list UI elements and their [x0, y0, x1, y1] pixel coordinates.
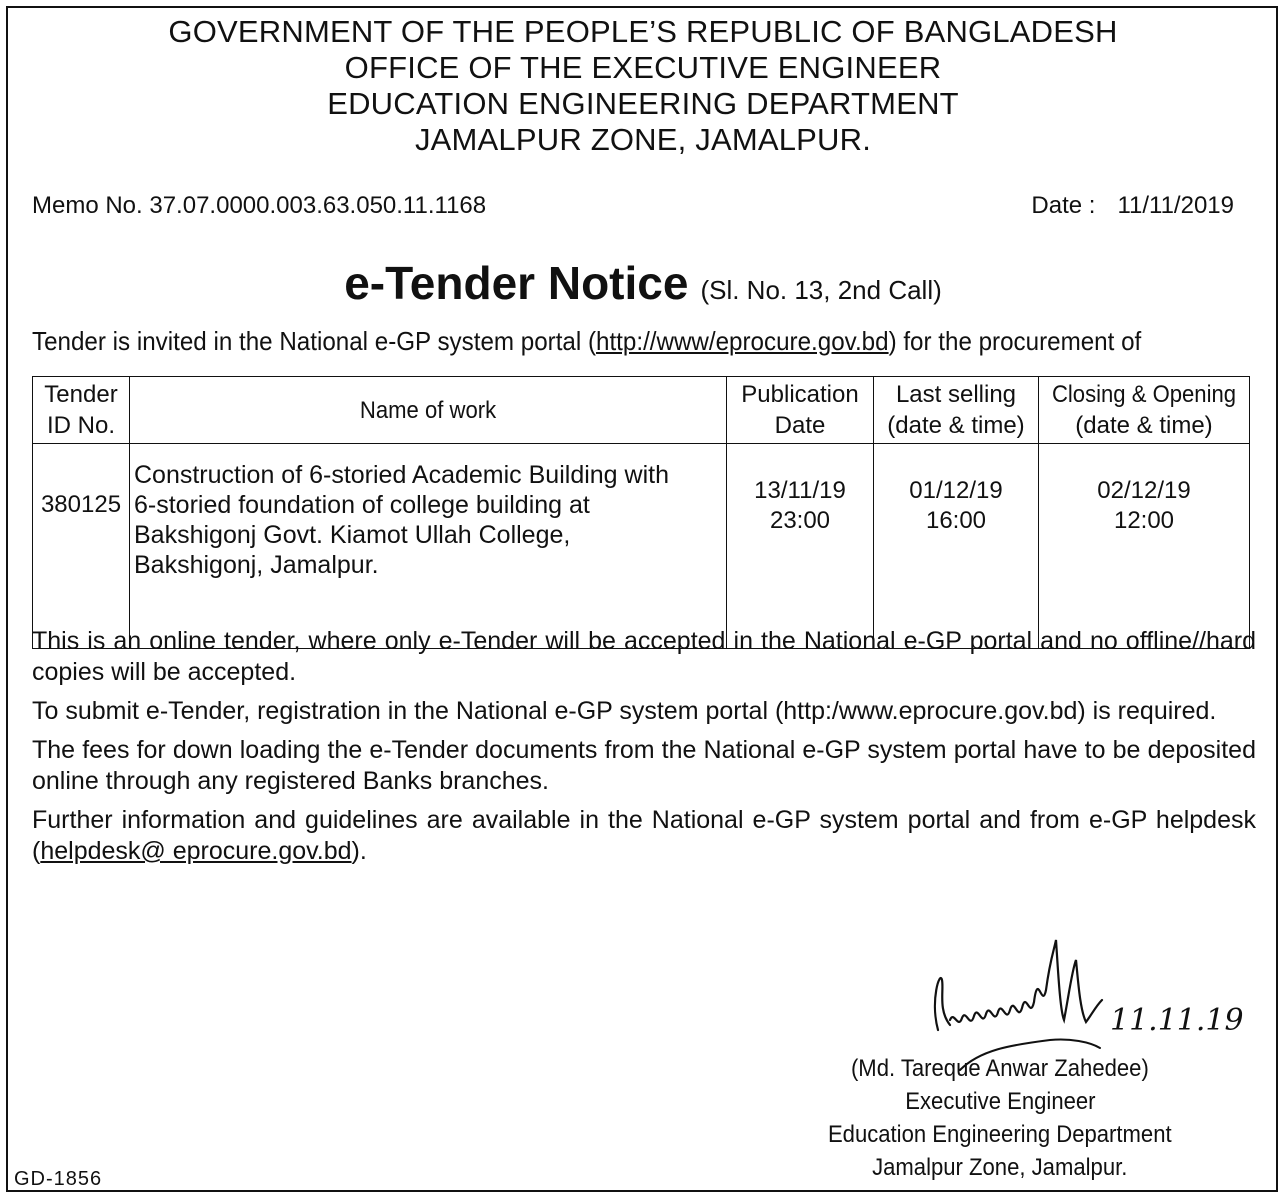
header-last-selling [874, 377, 1039, 444]
header-id-line1: Tender [44, 381, 118, 408]
cell-tender-id: 380125 [33, 444, 130, 649]
header-closing-opening [1039, 377, 1250, 444]
header-line-zone: JAMALPUR ZONE, JAMALPUR. [414, 122, 872, 157]
memo-number: Memo No. 37.07.0000.003.63.050.11.1168 [32, 192, 487, 219]
letterhead [0, 14, 1286, 158]
signatory-name-text: (Md. Tareque Anwar Zahedee) [851, 1055, 1149, 1082]
close-time: 12:00 [1113, 507, 1175, 534]
title-main: e-Tender Notice [344, 257, 689, 309]
table-row [33, 444, 1250, 649]
footer-code: GD-1856 [14, 1168, 103, 1190]
notice-body [32, 626, 1256, 875]
sell-time: 16:00 [925, 507, 987, 534]
sell-date: 01/12/19 [909, 477, 1003, 504]
header-name-of-work [130, 377, 727, 444]
signatory-department [810, 1118, 1190, 1151]
eprocure-link[interactable]: http://www/eprocure.gov.bd [596, 326, 889, 356]
pub-date: 13/11/19 [754, 477, 846, 504]
pub-time: 23:00 [769, 507, 831, 534]
header-sell-line1: Last selling [895, 381, 1017, 408]
cell-name-of-work [130, 444, 727, 649]
notice-date [1031, 192, 1234, 220]
signatory-office [810, 1151, 1190, 1184]
signatory-designation [810, 1085, 1190, 1118]
header-publication-date [727, 377, 874, 444]
header-tender-id [33, 377, 130, 444]
date-value: 11/11/2019 [1117, 192, 1234, 219]
work-line4: Bakshigonj, Jamalpur. [134, 551, 379, 579]
signatory-designation-text: Executive Engineer [904, 1088, 1096, 1115]
work-line1: Construction of 6-storied Academic Building with [134, 461, 669, 489]
header-line-office: OFFICE OF THE EXECUTIVE ENGINEER [344, 50, 942, 85]
close-date: 02/12/19 [1097, 477, 1191, 504]
paragraph-fees: The fees for down loading the e-Tender documents from the National e-GP system portal have to be deposited online through any registered Banks branches. [32, 736, 1256, 795]
title-sub: (Sl. No. 13, 2nd Call) [700, 275, 942, 305]
header-pub-line2: Date [774, 412, 826, 439]
cell-last-selling [874, 444, 1039, 649]
header-close-line1: Closing & Opening [1051, 381, 1237, 408]
table-header-row [33, 377, 1250, 444]
date-label: Date : [1031, 192, 1096, 219]
handwritten-date: 11.11.19 [1110, 1003, 1244, 1038]
header-pub-line1: Publication [741, 381, 859, 408]
intro-before: Tender is invited in the National e-GP system portal ( [32, 326, 597, 356]
header-line-government: GOVERNMENT OF THE PEOPLE’S REPUBLIC OF BANGLADESH [168, 14, 1118, 49]
cell-closing-opening [1039, 444, 1250, 649]
tender-table [32, 376, 1250, 649]
signatory-office-text: Jamalpur Zone, Jamalpur. [872, 1154, 1128, 1181]
paragraph-registration: To submit e-Tender, registration in the National e-GP system portal (http:/www.eprocure.gov.bd) is required. [32, 697, 1217, 725]
signatory-name [810, 1052, 1190, 1085]
intro-text [32, 326, 1141, 357]
header-line-department: EDUCATION ENGINEERING DEPARTMENT [327, 86, 959, 121]
header-close-line2: (date & time) [1075, 412, 1213, 439]
work-line3: Bakshigonj Govt. Kiamot Ullah College, [134, 521, 571, 549]
paragraph-helpdesk [32, 805, 1256, 867]
cell-publication-date [727, 444, 874, 649]
header-work-label: Name of work [359, 396, 497, 424]
signatory-department-text: Education Engineering Department [828, 1121, 1172, 1148]
helpdesk-after: ). [351, 837, 367, 865]
intro-after: ) for the procurement of [888, 326, 1142, 356]
header-id-line2: ID No. [46, 412, 115, 439]
header-sell-line2: (date & time) [887, 412, 1025, 439]
helpdesk-before: Further information and guidelines are available in the National e-GP system portal and from e-GP helpdesk ( [32, 806, 1256, 865]
work-line2: 6-storied foundation of college building at [134, 491, 590, 519]
signature-block [810, 1052, 1190, 1184]
paragraph-online-tender: This is an online tender, where only e-Tender will be accepted in the National e-GP portal and no offline//hard copies will be accepted. [32, 627, 1256, 686]
notice-title [0, 256, 1286, 310]
helpdesk-email-link[interactable]: helpdesk@ eprocure.gov.bd [40, 837, 352, 865]
